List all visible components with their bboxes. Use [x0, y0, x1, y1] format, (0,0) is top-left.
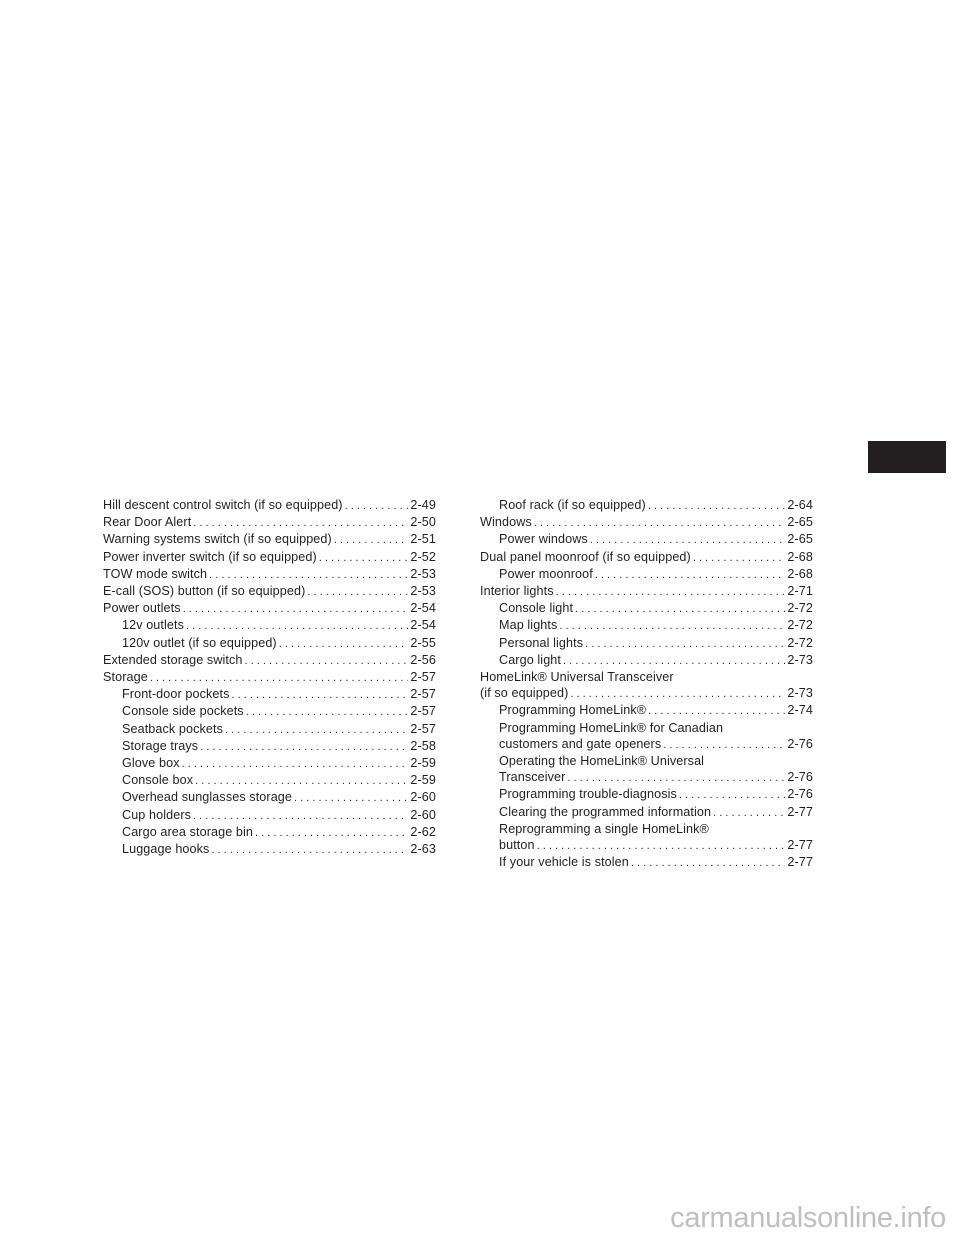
toc-entry[interactable]: [103, 652, 436, 669]
toc-entry-page: 2-57: [410, 721, 436, 736]
toc-entry-page: 2-72: [787, 601, 813, 616]
dot-leader: [232, 687, 409, 703]
dot-leader: [648, 498, 786, 514]
dot-leader: [211, 842, 408, 858]
toc-entry-title: Cup holders: [122, 807, 192, 822]
toc-entry[interactable]: [103, 497, 436, 514]
toc-entry-title: Console box: [122, 773, 194, 788]
dot-leader: [279, 636, 409, 652]
toc-entry-map-lights[interactable]: [480, 617, 813, 634]
toc-entry-title: TOW mode switch: [103, 566, 208, 581]
toc-entry-title: If your vehicle is stolen: [499, 855, 629, 870]
toc-entry-page: 2-57: [410, 704, 436, 719]
dot-leader: [182, 756, 409, 772]
toc-entry-canadian-line1[interactable]: Programming HomeLink® for Canadian: [499, 720, 724, 735]
dot-leader: [345, 498, 409, 514]
toc-entry-page: 2-56: [410, 652, 436, 667]
toc-entry-title: Interior lights: [480, 584, 554, 599]
toc-entry-page: 2-63: [410, 842, 436, 857]
toc-entry-canadian[interactable]: [480, 736, 813, 753]
toc-entry-title: Roof rack (if so equipped): [499, 498, 646, 512]
toc-entry-page: 2-62: [410, 824, 436, 839]
dot-leader: [200, 739, 408, 755]
toc-entry-clearing[interactable]: [480, 804, 813, 821]
toc-entry-title: Power outlets: [103, 601, 181, 616]
toc-entry[interactable]: [103, 686, 436, 703]
toc-entry-page: 2-53: [410, 584, 436, 599]
toc-entry-title: Extended storage switch: [103, 652, 243, 667]
toc-entry-interior-lights[interactable]: [480, 583, 813, 600]
toc-entry-page: 2-72: [787, 635, 813, 650]
toc-entry-page: 2-58: [410, 738, 436, 753]
dot-leader: [245, 653, 409, 669]
toc-entry-page: 2-52: [410, 549, 436, 564]
toc-entry[interactable]: [103, 841, 436, 858]
toc-entry-trouble-diagnosis[interactable]: [480, 786, 813, 803]
toc-entry-title: Transceiver: [499, 770, 566, 785]
toc-entry-title: Storage: [103, 670, 148, 685]
toc-entry-moonroof[interactable]: [480, 549, 813, 566]
toc-entry-page: 2-71: [787, 584, 813, 599]
toc-entry-page: 2-77: [787, 804, 813, 819]
toc-entry-title: Glove box: [122, 756, 180, 771]
toc-left-column: [103, 497, 436, 858]
toc-entry[interactable]: [103, 549, 436, 566]
toc-entry-title: 120v outlet (if so equipped): [122, 635, 277, 650]
dot-leader: [563, 653, 785, 669]
toc-entry-operating[interactable]: [480, 769, 813, 786]
toc-entry[interactable]: [103, 617, 436, 634]
dot-leader: [294, 790, 408, 806]
section-tab-marker: [868, 441, 946, 473]
toc-entry-page: 2-57: [410, 670, 436, 685]
toc-entry-page: 2-55: [410, 635, 436, 650]
dot-leader: [193, 515, 408, 531]
dot-leader: [713, 805, 785, 821]
dot-leader: [595, 567, 786, 583]
dot-leader: [537, 838, 786, 854]
dot-leader: [590, 532, 786, 548]
toc-entry-title: Seatback pockets: [122, 721, 224, 736]
dot-leader: [567, 770, 785, 786]
toc-entry-title: Windows: [480, 515, 532, 530]
toc-entry[interactable]: [103, 824, 436, 841]
dot-leader: [319, 550, 409, 566]
toc-entry-title: 12v outlets: [122, 618, 185, 633]
toc-entry-title: Rear Door Alert: [103, 515, 192, 530]
dot-leader: [631, 855, 785, 871]
dot-leader: [150, 670, 409, 686]
toc-entry-page: 2-68: [787, 566, 813, 581]
toc-entry-page: 2-74: [787, 703, 813, 718]
toc-entry-page: 2-60: [410, 790, 436, 805]
toc-entry-page: 2-57: [410, 687, 436, 702]
toc-entry-page: 2-59: [410, 773, 436, 788]
dot-leader: [209, 567, 408, 583]
toc-entry-reprogramming[interactable]: [480, 837, 813, 854]
dot-leader: [570, 686, 785, 702]
toc-entry-page: 2-77: [787, 838, 813, 853]
toc-entry-programming-homelink[interactable]: [480, 702, 813, 719]
toc-entry[interactable]: [103, 807, 436, 824]
toc-entry[interactable]: [103, 669, 436, 686]
toc-entry[interactable]: [103, 772, 436, 789]
toc-entry-cargo-light[interactable]: [480, 652, 813, 669]
dot-leader: [559, 618, 785, 634]
toc-entry-reprogramming-line1[interactable]: Reprogramming a single HomeLink®: [499, 821, 709, 836]
toc-entry[interactable]: [103, 738, 436, 755]
toc-entry-page: 2-51: [410, 532, 436, 547]
toc-entry-power-moonroof[interactable]: [480, 566, 813, 583]
toc-entry-title: Storage trays: [122, 738, 199, 753]
toc-entry[interactable]: [103, 755, 436, 772]
toc-entry-title: Dual panel moonroof (if so equipped): [480, 549, 691, 564]
dot-leader: [255, 825, 408, 841]
toc-entry-page: 2-53: [410, 566, 436, 581]
toc-entry-homelink[interactable]: [480, 685, 813, 702]
toc-entry-title: customers and gate openers: [499, 736, 662, 751]
toc-entry-page: 2-76: [787, 770, 813, 785]
toc-entry-page: 2-60: [410, 807, 436, 822]
toc-entry-page: 2-73: [787, 652, 813, 667]
toc-entry[interactable]: [103, 514, 436, 531]
toc-entry-personal-lights[interactable]: [480, 635, 813, 652]
toc-entry[interactable]: [103, 531, 436, 548]
toc-entry[interactable]: [103, 721, 436, 738]
toc-entry-operating-line1[interactable]: Operating the HomeLink® Universal: [499, 754, 705, 769]
toc-entry-title: Cargo area storage bin: [122, 824, 254, 839]
dot-leader: [307, 584, 408, 600]
toc-entry-page: 2-49: [410, 498, 436, 512]
toc-entry-title: Luggage hooks: [122, 842, 210, 857]
dot-leader: [186, 618, 408, 634]
toc-entry-page: 2-59: [410, 756, 436, 771]
toc-entry-page: 2-77: [787, 855, 813, 870]
toc-entry-console-light[interactable]: [480, 600, 813, 617]
toc-entry-title: Clearing the programmed information: [499, 804, 712, 819]
toc-entry-page: 2-68: [787, 549, 813, 564]
dot-leader: [195, 773, 408, 789]
toc-entry[interactable]: [103, 789, 436, 806]
toc-entry-title: E-call (SOS) button (if so equipped): [103, 584, 306, 599]
toc-entry-vehicle-stolen[interactable]: [480, 854, 813, 871]
toc-entry-page: 2-65: [787, 532, 813, 547]
toc-entry-title: button: [499, 838, 535, 853]
toc-entry-title: Power inverter switch (if so equipped): [103, 549, 317, 564]
toc-entry-title: Hill descent control switch (if so equipped): [103, 498, 343, 512]
toc-right-column: [480, 497, 813, 871]
toc-entry-title: Console side pockets: [122, 704, 244, 719]
toc-entry-title: Power windows: [499, 532, 588, 547]
toc-entry-title: Programming trouble-diagnosis: [499, 787, 677, 802]
dot-leader: [225, 722, 408, 738]
dot-leader: [679, 787, 785, 803]
dot-leader: [246, 704, 409, 720]
dot-leader: [193, 808, 408, 824]
toc-entry-page: 2-76: [787, 736, 813, 751]
toc-entry-roof-rack[interactable]: [480, 497, 813, 514]
toc-entry-title: Power moonroof: [499, 566, 593, 581]
toc-entry[interactable]: [103, 566, 436, 583]
toc-entry-title: (if so equipped): [480, 686, 569, 701]
toc-entry-title: Console light: [499, 601, 574, 616]
toc-entry[interactable]: [103, 703, 436, 720]
toc-entry-title: Warning systems switch (if so equipped): [103, 532, 332, 547]
toc-entry-title: Personal lights: [499, 635, 584, 650]
toc-entry-page: 2-54: [410, 601, 436, 616]
toc-entry-windows[interactable]: [480, 514, 813, 531]
dot-leader: [648, 703, 785, 719]
toc-entry-title: Cargo light: [499, 652, 562, 667]
toc-entry-page: 2-72: [787, 618, 813, 633]
toc-entry-title: Front-door pockets: [122, 687, 230, 702]
toc-entry-title: Map lights: [499, 618, 558, 633]
toc-entry-power-windows[interactable]: [480, 531, 813, 548]
toc-entry-title: Programming HomeLink®: [499, 703, 647, 718]
dot-leader: [534, 515, 786, 531]
toc-entry-page: 2-76: [787, 787, 813, 802]
dot-leader: [183, 601, 409, 617]
toc-entry-homelink-line1[interactable]: HomeLink® Universal Transceiver: [480, 670, 674, 685]
dot-leader: [556, 584, 786, 600]
toc-entry[interactable]: [103, 583, 436, 600]
toc-entry-page: 2-54: [410, 618, 436, 633]
watermark-text: carmanualsonline.info: [670, 1202, 946, 1234]
toc-entry-page: 2-64: [787, 498, 813, 512]
dot-leader: [585, 636, 785, 652]
toc-entry-page: 2-50: [410, 515, 436, 530]
toc-entry[interactable]: [103, 635, 436, 652]
toc-entry-page: 2-65: [787, 515, 813, 530]
toc-entry[interactable]: [103, 600, 436, 617]
toc-entry-page: 2-73: [787, 686, 813, 701]
dot-leader: [663, 737, 785, 753]
dot-leader: [334, 532, 409, 548]
toc-entry-title: Overhead sunglasses storage: [122, 790, 293, 805]
dot-leader: [575, 601, 785, 617]
dot-leader: [693, 550, 786, 566]
